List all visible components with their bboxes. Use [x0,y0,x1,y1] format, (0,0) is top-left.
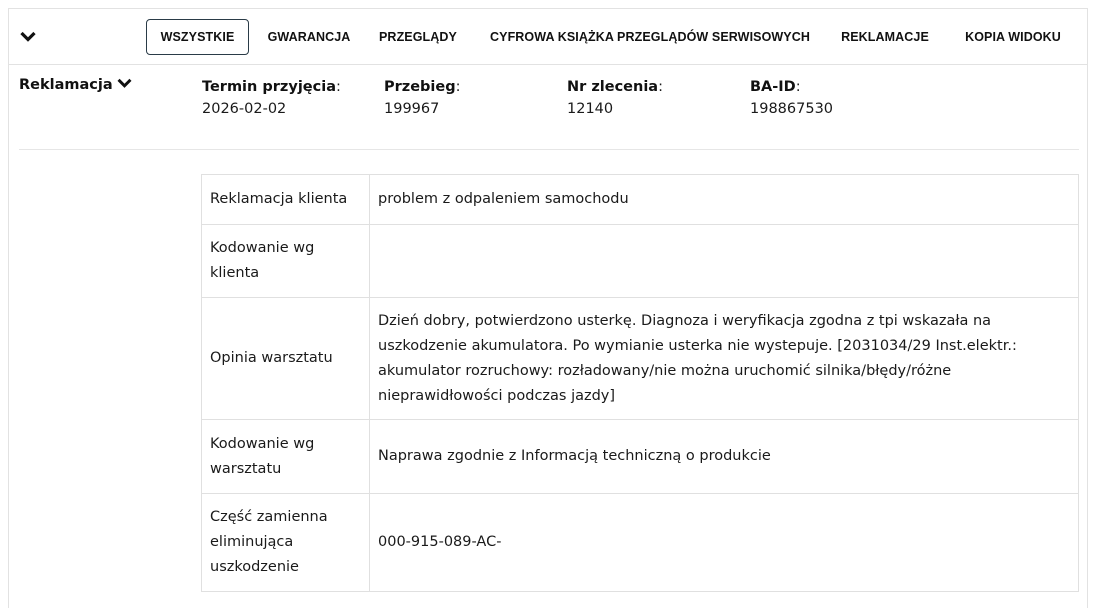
tab-wszystkie[interactable]: WSZYSTKIE [146,19,249,55]
table-row [202,494,1079,592]
row-value: Naprawa zgodnie z Informacją techniczną o produkcie [370,420,1079,494]
row-value: Dzień dobry, potwierdzono usterkę. Diagnoza i weryfikacja zgodna z tpi wskazała na uszkodzenie akumulatora. Po wymianie usterka nie wystepuje. [2031034/29 Inst.elektr.: akumulator rozruchowy: rozładowany/nie można uruchomić silnika/błędy/różne nieprawidłowości podczas jazdy] [370,298,1079,420]
table-row [202,298,1079,420]
claim-summary [9,65,1087,149]
table-row [202,175,1079,225]
chevron-down-icon [117,77,132,93]
tab-bar [9,9,1087,65]
field-value: 198867530 [750,101,834,117]
row-value: problem z odpaleniem samochodu [370,175,1079,225]
claim-title: Reklamacja [19,77,113,93]
row-label: Część zamienna eliminująca uszkodzenie [202,494,370,592]
claim-panel [8,8,1088,608]
field-przebieg: Przebieg: 199967 [384,79,461,117]
table-row [202,225,1079,298]
field-nr-zlecenia: Nr zlecenia: 12140 [567,79,663,117]
claim-toggle[interactable] [19,77,132,93]
field-label: Nr zlecenia [567,79,659,95]
divider [19,149,1079,150]
row-label: Opinia warsztatu [202,298,370,420]
row-value [370,225,1079,298]
row-label: Reklamacja klienta [202,175,370,225]
tab-przeglady[interactable]: PRZEGLĄDY [379,30,457,44]
field-ba-id: BA-ID: 198867530 [750,79,834,117]
field-label: Przebieg [384,79,456,95]
field-value: 199967 [384,101,440,117]
tab-kopia-widoku[interactable]: KOPIA WIDOKU [965,30,1061,44]
field-label: Termin przyjęcia [202,79,336,95]
row-label: Kodowanie wg warsztatu [202,420,370,494]
field-label: BA-ID [750,79,796,95]
tab-reklamacje[interactable]: REKLAMACJE [841,30,929,44]
chevron-down-icon[interactable] [17,27,39,47]
field-value: 2026-02-02 [202,101,287,117]
tab-gwarancja[interactable]: GWARANCJA [267,30,351,44]
row-value: 000-915-089-AC- [370,494,1079,592]
field-termin-przyjecia: Termin przyjęcia: 2026-02-02 [202,79,341,117]
table-row [202,420,1079,494]
tab-cyfrowa-ksiazka[interactable]: CYFROWA KSIĄŻKA PRZEGLĄDÓW SERWISOWYCH [490,30,810,44]
row-label: Kodowanie wg klienta [202,225,370,298]
field-value: 12140 [567,101,614,117]
claim-details-table [201,174,1079,592]
